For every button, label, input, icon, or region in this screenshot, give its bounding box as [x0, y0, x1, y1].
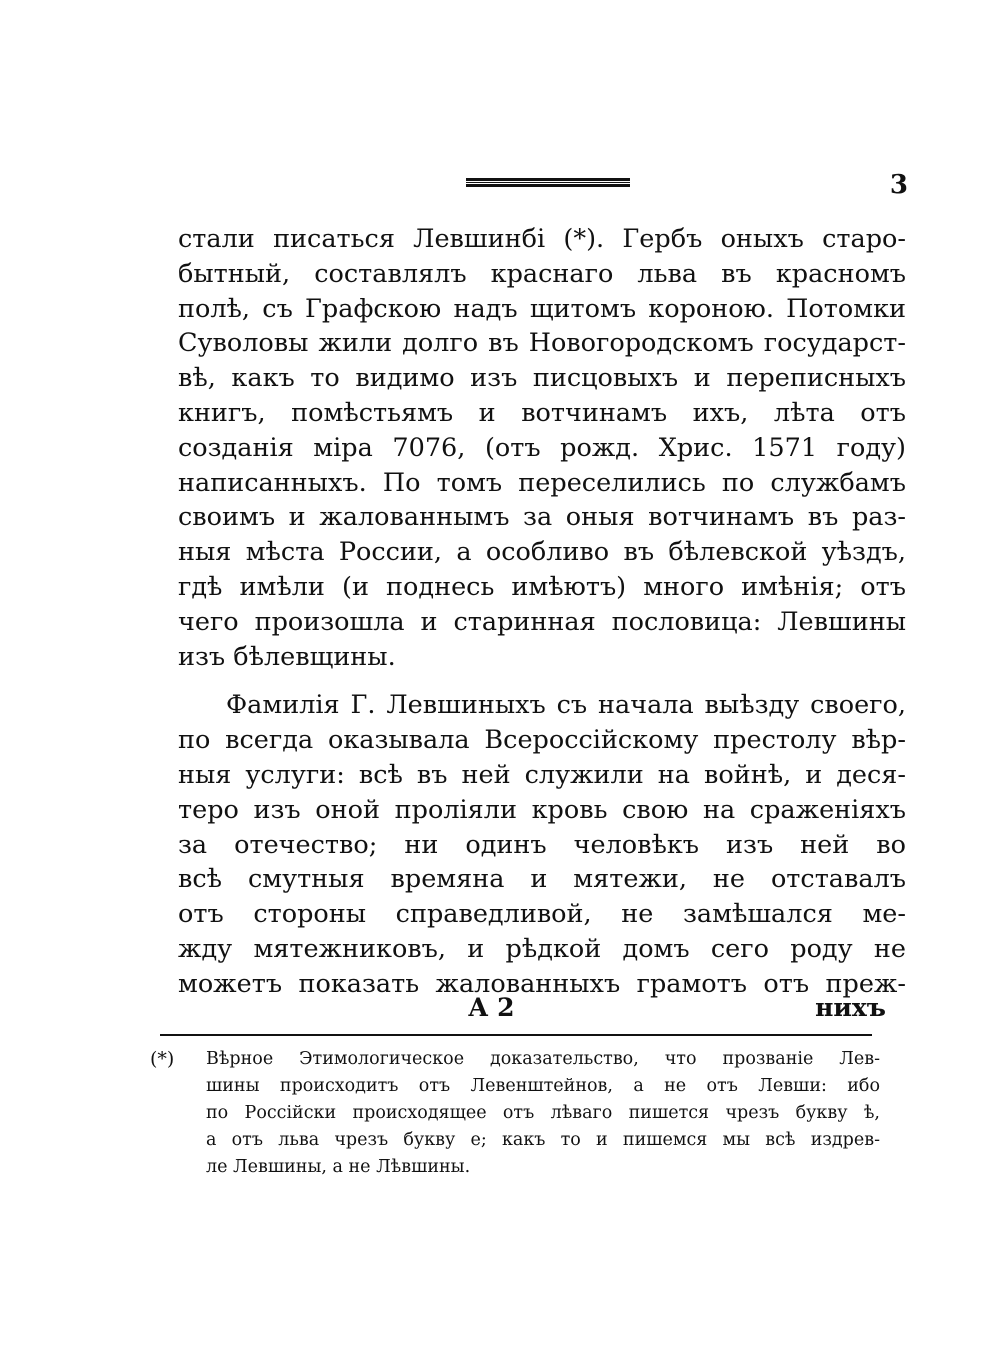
text-line: бытный, составлялъ краснаго льва въ красномъ — [178, 258, 906, 289]
text-line: гдѣ имѣли (и поднесь имѣютъ) много имѣнія; отъ — [178, 571, 906, 602]
footnote-line: а отъ льва чрезъ букву е; какъ то и пишемся мы всѣ издрев- — [206, 1130, 880, 1150]
paragraph-gap — [178, 674, 906, 688]
text-line: всѣ смутныя времяна и мятежи, не отставалъ — [178, 864, 906, 895]
footnote-line: шины происходитъ отъ Левенштейнов, а не отъ Левши: ибо — [206, 1076, 880, 1096]
text-line: Суволовы жили долго въ Новогородскомъ государст- — [178, 328, 906, 359]
text-line: полѣ, съ Графскою надъ щитомъ короною. Потомки — [178, 293, 906, 324]
text-line: изъ бѣлевщины. — [178, 641, 396, 672]
main-text — [178, 222, 906, 1002]
text-line: написанныхъ. По томъ переселились по службамъ — [178, 467, 906, 498]
text-line: по всегда оказывала Всероссійскому престолу вѣр- — [178, 725, 906, 756]
text-line: ныя мѣста России, а особливо въ бѣлевской уѣздъ, — [178, 537, 906, 568]
text-line: книгъ, помѣстьямъ и вотчинамъ ихъ, лѣта отъ — [178, 397, 906, 428]
text-line: своимъ и жалованнымъ за оныя вотчинамъ въ раз- — [178, 502, 906, 533]
text-line: жду мятежниковъ, и рѣдкой домъ сего роду не — [178, 933, 906, 964]
footnote-mark: (*) — [150, 1048, 175, 1070]
footnote-line: по Россійски происходящее отъ лѣваго пишется чрезъ букву ѣ, — [206, 1103, 880, 1123]
footnote — [150, 1046, 880, 1181]
paragraph-2 — [178, 688, 906, 1001]
catchword: нихъ — [815, 993, 886, 1022]
header-ornament-rule — [466, 178, 630, 187]
text-line: вѣ, какъ то видимо изъ писцовыхъ и переписныхъ — [178, 363, 906, 394]
footnote-line: Вѣрное Этимологическое доказательство, что прозваніе Лев- — [206, 1049, 880, 1069]
text-line: ныя услуги: всѣ въ ней служили на войнѣ, и деся- — [178, 759, 906, 790]
printer-signature-mark: А 2 — [468, 993, 515, 1022]
text-line: Фамилія Г. Левшиныхъ съ начала выѣзду своего, — [226, 690, 906, 721]
page-number: 3 — [889, 170, 908, 200]
text-line: теро изъ оной пролiяли кровь свою на сраженiяхъ — [178, 794, 906, 825]
text-line: стали писаться Левшинбі (*). Гербъ оныхъ старо- — [178, 224, 906, 254]
footnote-body — [206, 1046, 880, 1181]
text-line: отъ стороны справедливой, не замѣшался ме- — [178, 899, 906, 930]
text-line: можетъ показать жалованныхъ грамотъ отъ преж- — [178, 968, 906, 999]
page-footer-row — [178, 993, 906, 1027]
footnote-divider — [160, 1034, 872, 1036]
text-line: за отечество; ни одинъ человѣкъ изъ ней во — [178, 829, 906, 860]
text-line: созданія міра 7076, (отъ рожд. Хрис. 1571 году) — [178, 432, 906, 463]
paragraph-1 — [178, 222, 906, 674]
text-line: чего произошла и старинная пословица: Левшины — [178, 606, 906, 637]
footnote-line: ле Левшины, а не Лѣвшины. — [206, 1157, 471, 1177]
